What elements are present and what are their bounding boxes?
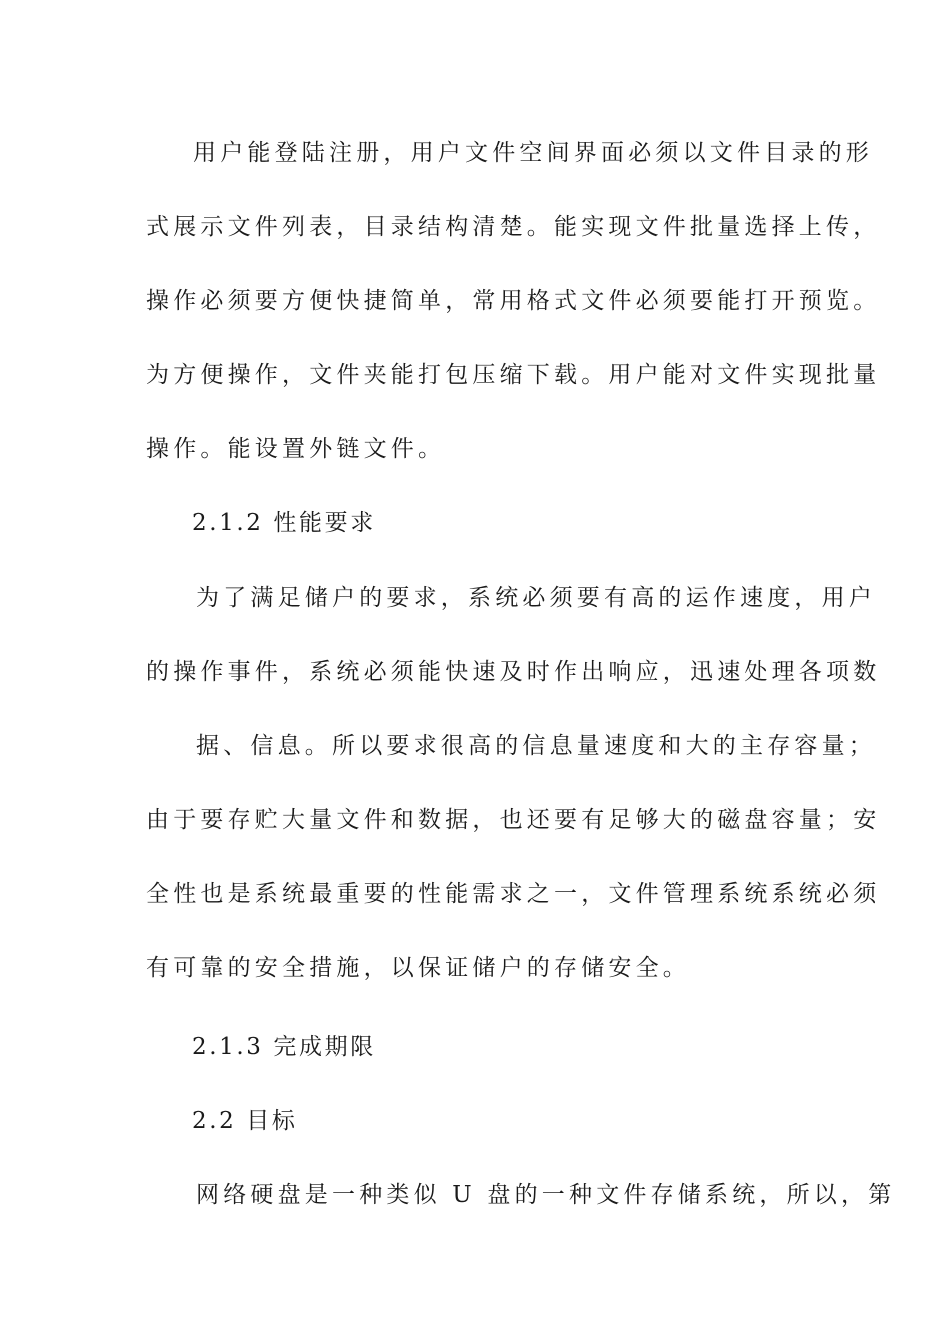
paragraph-line: 用户能登陆注册，用户文件空间界面必须以文件目录的形 xyxy=(193,140,873,166)
paragraph-line: 的操作事件，系统必须能快速及时作出响应，迅速处理各项数 xyxy=(146,659,881,685)
paragraph-line: 全性也是系统最重要的性能需求之一，文件管理系统系统必须 xyxy=(146,881,881,907)
paragraph-line: 操作必须要方便快捷简单，常用格式文件必须要能打开预览。 xyxy=(146,288,881,314)
paragraph-line: 为了满足储户的要求，系统必须要有高的运作速度，用户 xyxy=(196,585,876,611)
section-heading: 2.1.3 完成期限 xyxy=(192,1034,376,1060)
paragraph-line: 为方便操作，文件夹能打包压缩下载。用户能对文件实现批量 xyxy=(146,362,881,388)
paragraph-line: 网络硬盘是一种类似 U 盘的一种文件存储系统，所以，第 xyxy=(196,1182,896,1208)
paragraph-line: 有可靠的安全措施，以保证储户的存储安全。 xyxy=(146,955,690,981)
section-heading: 2.1.2 性能要求 xyxy=(192,510,376,536)
paragraph-line: 由于要存贮大量文件和数据，也还要有足够大的磁盘容量；安 xyxy=(146,807,881,833)
paragraph-line: 据、信息。所以要求很高的信息量速度和大的主存容量； xyxy=(196,733,876,759)
paragraph-line: 式展示文件列表，目录结构清楚。能实现文件批量选择上传， xyxy=(146,214,881,240)
section-heading: 2.2 目标 xyxy=(192,1108,298,1134)
paragraph-line: 操作。能设置外链文件。 xyxy=(146,436,446,462)
